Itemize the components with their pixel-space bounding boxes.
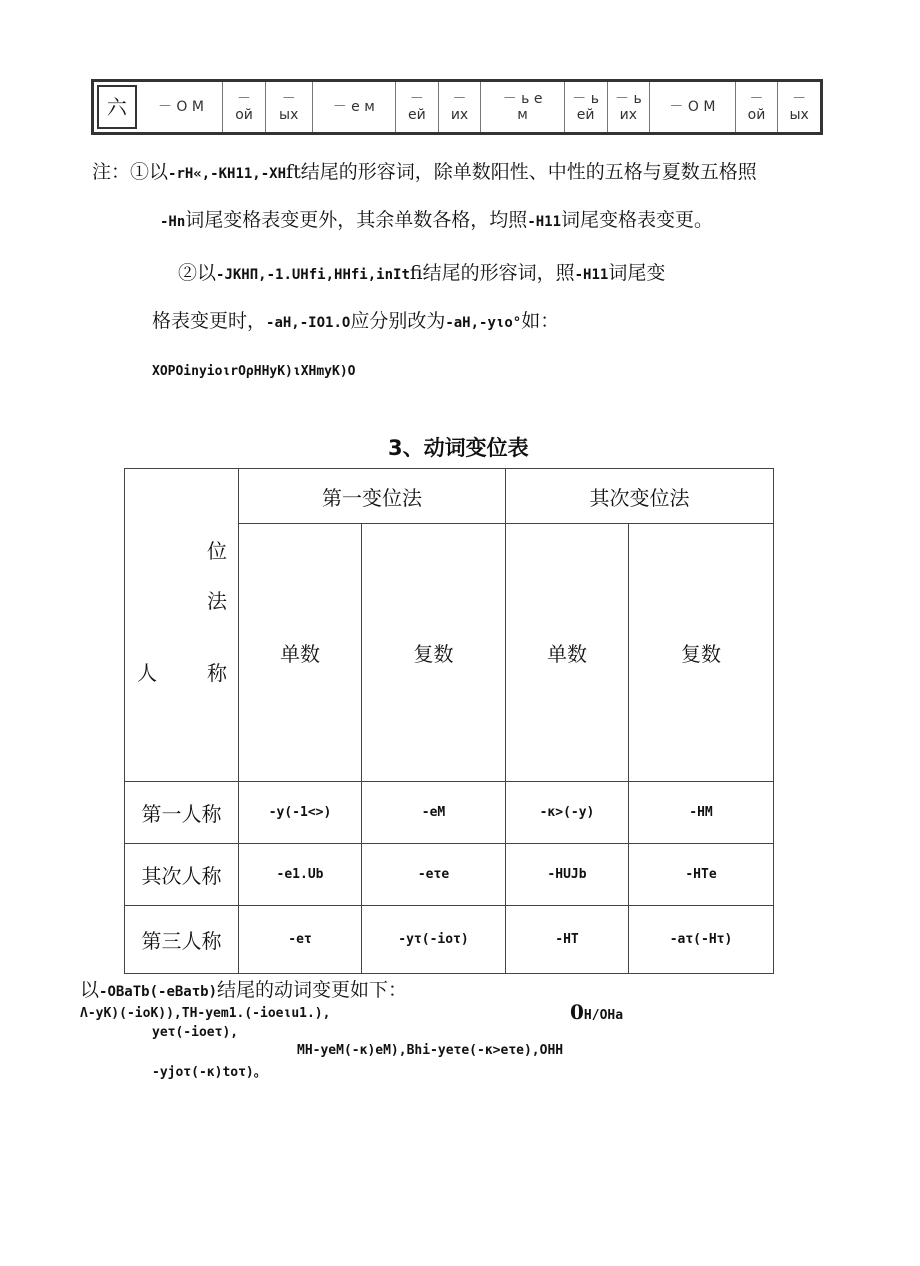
corner-label: 法	[207, 589, 227, 613]
decl-cell: － ь ей	[565, 82, 608, 132]
example-line: XOPOinyioιrOρHHyK)ιXHmyK)O	[152, 364, 356, 379]
person-label: 第一人称	[125, 782, 239, 844]
ending-cell: -y(-1<>)	[239, 782, 362, 844]
ending-cell: -e1.Ub	[239, 844, 362, 906]
subheader-singular: 单数	[506, 524, 629, 782]
subheader-singular: 单数	[239, 524, 362, 782]
after-line-2: Λ-yK)(-ioK)),TH-yem1.(-ioeιu1.),	[80, 1006, 331, 1021]
table-row	[125, 906, 774, 974]
subheader-plural: 复数	[629, 524, 774, 782]
after-line-4: MH-yeM(-κ)eM),Bhi-yeτe(-κ>eτe),OHH	[297, 1043, 564, 1058]
decl-cell: － ь их	[608, 82, 651, 132]
table-row	[125, 844, 774, 906]
subheader-plural: 复数	[362, 524, 506, 782]
ending-cell: -HUJb	[506, 844, 629, 906]
section-title: 3、动词变位表	[388, 436, 529, 460]
ending-cell: -κ>(-y)	[506, 782, 629, 844]
decl-cell: － ей	[396, 82, 439, 132]
after-line-5: -yjoτ(-κ)toτ)。	[152, 1065, 267, 1080]
ending-cell: -HT	[506, 906, 629, 974]
ending-cell: -HTe	[629, 844, 774, 906]
corner-label: 位	[207, 539, 227, 563]
after-line-3: yeτ(-ioeτ),	[152, 1025, 239, 1040]
ending-cell: -aτ(-Hτ)	[629, 906, 774, 974]
ending-cell: -yτ(-ioτ)	[362, 906, 506, 974]
decl-cell: － О М	[650, 82, 735, 132]
after-line-1: 以-OBaTb(-eBaτb)结尾的动词变更如下：	[80, 979, 408, 1001]
decl-cell: － ых	[789, 91, 809, 123]
note-1-line-2: -Hn词尾变格表变更外，其余单数各格，均照-H11词尾变格表变更。	[160, 209, 714, 231]
decl-cell: － О М	[140, 82, 223, 132]
group-header: 第一变位法	[239, 469, 506, 524]
declension-strip	[91, 79, 823, 135]
note-2-line-1: ②以-JKHΠ,-1.UHfi,HHfi,inItfi结尾的形容词，照-H11词尾变	[178, 262, 666, 284]
after-line-2-right: 0H/OHa	[570, 1000, 624, 1024]
table-header-row	[125, 469, 774, 524]
ending-cell: -eτe	[362, 844, 506, 906]
person-label: 第三人称	[125, 906, 239, 974]
note-1-line-1: 注：①以-rH«,-KH11,-XHft结尾的形容词，除单数阳性、中性的五格与夏数五格照	[92, 161, 757, 183]
decl-cell: － ь е м	[481, 82, 564, 132]
ending-cell: -HM	[629, 782, 774, 844]
decl-cell: － ой	[223, 82, 266, 132]
table-row	[125, 782, 774, 844]
corner-label: 称	[207, 661, 227, 685]
decl-cell: － е м	[313, 82, 396, 132]
corner-label: 人	[137, 661, 157, 685]
verb-conjugation-table	[124, 468, 774, 974]
corner-cell	[125, 469, 239, 782]
ending-cell: -eτ	[239, 906, 362, 974]
row-label: 六	[97, 85, 137, 129]
group-header: 其次变位法	[506, 469, 774, 524]
decl-cell: － их	[439, 82, 482, 132]
decl-cell: － ых	[266, 82, 313, 132]
note-2-line-2: 格表变更时，-aH,-IO1.O应分别改为-aH,-yιo°如：	[152, 310, 560, 332]
person-label: 其次人称	[125, 844, 239, 906]
decl-cell: － ой	[736, 82, 779, 132]
ending-cell: -eM	[362, 782, 506, 844]
